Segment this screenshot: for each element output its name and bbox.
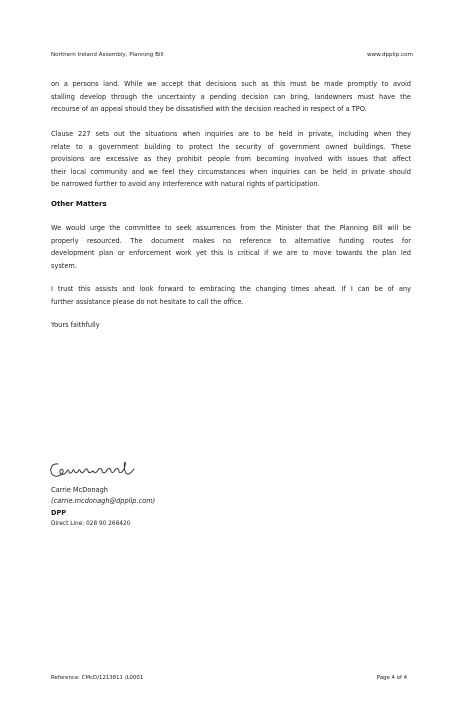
paragraph-line: I trust this assists and look forward to embracing the changing times ahead. If I can be of any	[51, 285, 411, 293]
heading-other-matters: Other Matters	[51, 200, 107, 208]
handwritten-signature	[48, 455, 138, 483]
header-website: www.dpplip.com	[366, 52, 413, 58]
header-title: Northern Ireland Assembly, Planning Bill	[51, 52, 164, 58]
paragraph-line: recourse of an appeal should they be dissatisfied with the decision reached in respect of a TPO.	[51, 105, 367, 114]
paragraph-line: development plan or enforcement work yet this is critical if we are to move towards the plan led	[51, 249, 411, 258]
valediction: Yours faithfully	[51, 321, 100, 329]
paragraph-line: provisions are excessive as they prohibit people from becoming involved with issues that affect	[51, 155, 411, 164]
paragraph-line: system.	[51, 261, 77, 270]
paragraph-line: on a persons land. While we accept that decisions such as this must be made promptly to avoid	[51, 80, 411, 88]
paragraph-tpo-appeal	[51, 78, 411, 116]
paragraph-line: We would urge the committee to seek assurrences from the Minister that the Planning Bill will be	[51, 224, 411, 232]
paragraph-line: be narrowed further to avoid any interference with natural rights of participation.	[51, 180, 320, 189]
paragraph-clause-227	[51, 128, 411, 191]
footer-page-number: Page 4 of 4	[376, 675, 407, 681]
paragraph-resourcing	[51, 222, 411, 272]
paragraph-line: their local community and we feel they circumstances when inquiries can be held in private should	[51, 167, 411, 176]
paragraph-line: properly resourced. The document makes no reference to alternative funding routes for	[51, 236, 411, 245]
signatory-name: Carrie McDonagh	[51, 486, 108, 494]
paragraph-closing-remarks	[51, 283, 411, 308]
paragraph-line: Clause 227 sets out the situations when inquiries are to be held in private, including when they	[51, 130, 411, 138]
footer-reference: Reference: CMcD/1213811 /L0001	[51, 675, 144, 681]
direct-line: Direct Line: 028 90 268420	[51, 521, 131, 527]
signatory-email: (carrie.mcdonagh@dpplip.com)	[51, 497, 156, 505]
paragraph-line: relate to a government building to protect the security of government owned buildings. These	[51, 142, 411, 151]
paragraph-line: stalling develop through the uncertainty a pending decision can bring, landowners must have the	[51, 92, 411, 101]
paragraph-line: further assistance please do not hesitate to call the office.	[51, 297, 244, 306]
company-name: DPP	[51, 509, 67, 517]
